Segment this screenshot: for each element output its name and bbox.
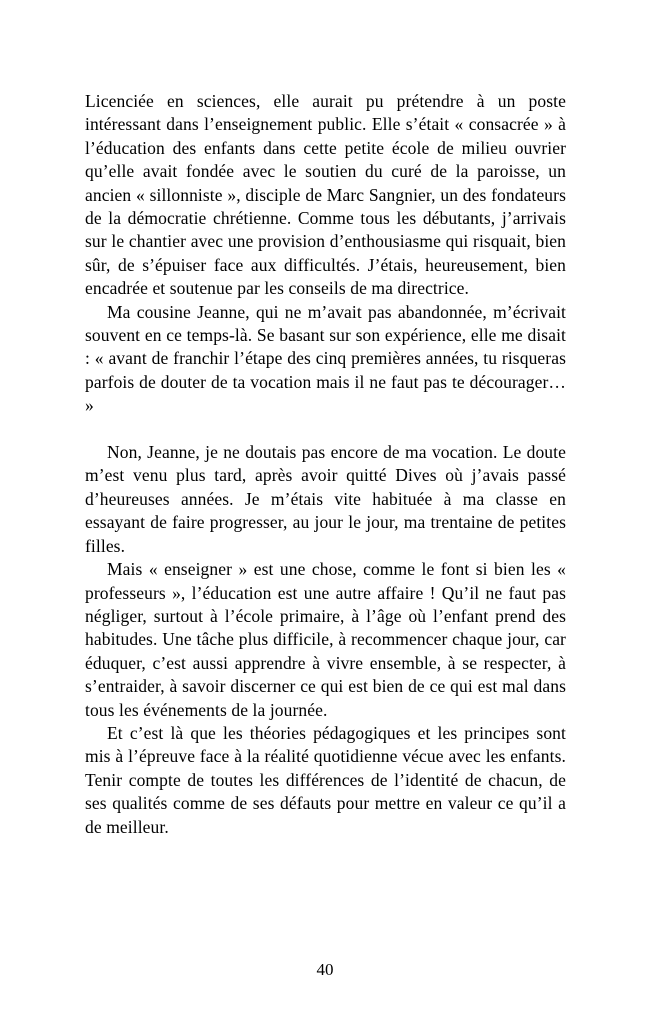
paragraph: Et c’est là que les théories pédagogiques et les principes sont mis à l’épreuve face à la réalité quotidienne vécue avec les enfants. Tenir compte de toutes les différences de l’identité de chacun, de ses qualités comme de ses défauts pour mettre en valeur ce qu’il a de meilleur. [85,722,566,837]
text-block [85,90,566,839]
paragraph: Mais « enseigner » est une chose, comme le font si bien les « professeurs », l’éducation est une autre affaire ! Qu’il ne faut pas négliger, surtout à l’école primaire, à l’âge où l’enfant prend des habitudes. Une tâche plus difficile, à recommencer chaque jour, car éduquer, c’est aussi apprendre à vivre ensemble, à se respecter, à s’entraider, à savoir discerner ce qui est bien de ce qui est mal dans tous les événements de la journée. [85,559,566,720]
paragraph: Licenciée en sciences, elle aurait pu prétendre à un poste intéressant dans l’enseignement public. Elle s’était « consacrée » à l’éducation des enfants dans cette petite école de milieu ouvrier qu’elle avait fondée avec le soutien du curé de la paroisse, un ancien « sillonniste », disciple de Marc Sangnier, un des fondateurs de la démocratie chrétienne. Comme tous les débutants, j’arrivais sur le chantier avec une provision d’enthousiasme qui risquait, bien sûr, de s’épuiser face aux difficultés. J’étais, heureusement, bien encadrée et soutenue par les conseils de ma directrice. [85,91,566,299]
paragraph: Non, Jeanne, je ne doutais pas encore de ma vocation. Le doute m’est venu plus tard, après avoir quitté Dives où j’avais passé d’heureuses années. Je m’étais vite habituée à ma classe en essayant de faire progresser, au jour le jour, ma trentaine de petites filles. [85,442,566,556]
page-number: 40 [316,960,334,979]
paragraph: Ma cousine Jeanne, qui ne m’avait pas abandonnée, m’écrivait souvent en ce temps-là. Se basant sur son expérience, elle me disait : « avant de franchir l’étape des cinq premières années, tu risqueras parfois de douter de ta vocation mais il ne faut pas te décourager… » [85,301,566,416]
